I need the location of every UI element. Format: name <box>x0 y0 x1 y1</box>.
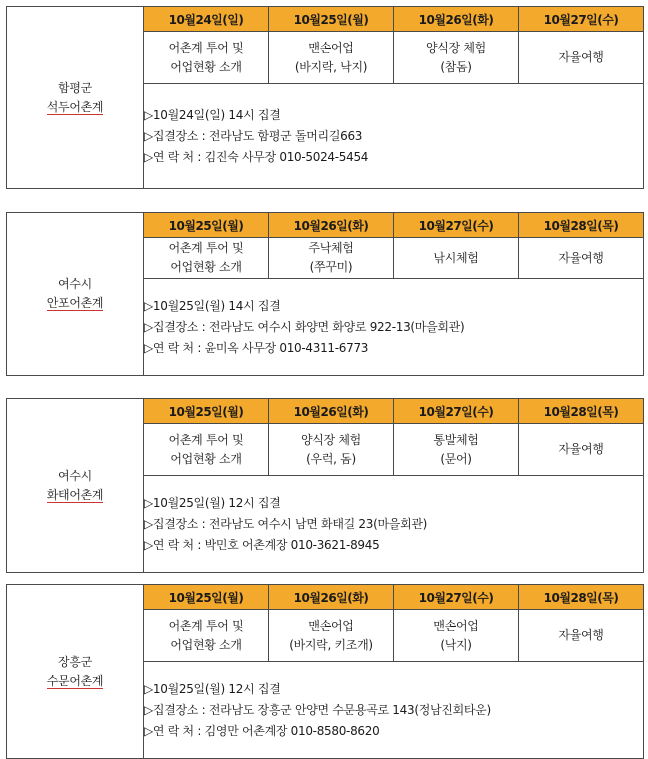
date-header: 10월26일(화) <box>394 7 519 32</box>
activity-cell <box>144 424 269 476</box>
date-header: 10월24일(일) <box>144 7 269 32</box>
village-name: 안포어촌계 <box>46 296 104 310</box>
activity-cell <box>144 238 269 279</box>
activity-line: 양식장 체험 <box>426 40 486 55</box>
meeting-time: ▷10월25일(월) 12시 집결 <box>144 681 281 696</box>
schedule-table <box>6 6 644 189</box>
activity-cell <box>269 32 394 84</box>
activity-cell <box>519 238 644 279</box>
date-header: 10월28일(목) <box>519 585 644 610</box>
activity-cell <box>394 610 519 662</box>
village-name-cell <box>7 213 144 376</box>
region-name: 여수시 <box>58 468 92 483</box>
activity-detail: (쭈꾸미) <box>309 260 353 274</box>
activity-line: 어촌계 투어 및 <box>168 241 244 255</box>
activity-cell <box>519 610 644 662</box>
village-name: 화태어촌계 <box>46 487 104 502</box>
region-name: 장흥군 <box>58 654 92 669</box>
village-schedule-table <box>6 6 643 189</box>
village-name: 수문어촌계 <box>46 673 104 688</box>
meeting-time: ▷10월24일(일) 14시 집결 <box>144 107 281 122</box>
date-header: 10월26일(화) <box>269 585 394 610</box>
activity-detail: (문어) <box>440 451 472 466</box>
activity-line: 통발체험 <box>433 432 479 447</box>
village-name: 석두어촌계 <box>46 99 104 114</box>
date-header: 10월26일(화) <box>269 399 394 424</box>
activity-line: 자율여행 <box>558 628 604 642</box>
activity-line: 자율여행 <box>558 250 604 265</box>
activity-line: 맨손어업 <box>308 618 354 633</box>
meeting-location: ▷집결장소 : 전라남도 여수시 화양면 화양로 922-13(마을회관) <box>144 319 465 334</box>
activity-cell <box>144 32 269 84</box>
activity-detail: (바지락, 낙지) <box>294 59 368 74</box>
activity-detail: 어업현황 소개 <box>170 451 242 466</box>
activity-detail: (낙지) <box>440 637 472 652</box>
activity-cell <box>519 424 644 476</box>
contact-info: ▷연 락 처 : 윤미옥 사무장 010-4311-6773 <box>144 340 369 355</box>
village-schedule-table <box>6 398 643 573</box>
activity-cell <box>269 238 394 279</box>
activity-cell <box>394 238 519 279</box>
activity-cell <box>394 424 519 476</box>
meeting-location: ▷집결장소 : 전라남도 여수시 남면 화태길 23(마을회관) <box>144 516 428 531</box>
activity-line: 맨손어업 <box>308 40 354 55</box>
activity-line: 주낙체험 <box>308 241 354 255</box>
date-header: 10월27일(수) <box>394 585 519 610</box>
meeting-info-cell <box>144 476 644 573</box>
date-header: 10월25일(월) <box>144 399 269 424</box>
activity-cell <box>269 424 394 476</box>
activity-detail: 어업현황 소개 <box>170 260 242 274</box>
meeting-info-cell <box>144 84 644 189</box>
activity-cell <box>144 610 269 662</box>
contact-info: ▷연 락 처 : 박민호 어촌계장 010-3621-8945 <box>144 537 380 552</box>
activity-detail: 어업현황 소개 <box>170 59 242 74</box>
meeting-time: ▷10월25일(월) 14시 집결 <box>144 298 281 313</box>
activity-line: 낚시체험 <box>433 250 479 265</box>
activity-line: 자율여행 <box>558 442 604 456</box>
activity-cell <box>394 32 519 84</box>
schedule-table <box>6 398 644 573</box>
date-header-row <box>7 213 644 238</box>
activity-line: 자율여행 <box>558 50 604 64</box>
date-header: 10월25일(월) <box>269 7 394 32</box>
region-name: 여수시 <box>58 277 92 291</box>
activity-cell <box>269 610 394 662</box>
date-header-row <box>7 399 644 424</box>
contact-info: ▷연 락 처 : 김진숙 사무장 010-5024-5454 <box>144 149 369 164</box>
village-name-cell <box>7 7 144 189</box>
activity-line: 양식장 체험 <box>301 432 361 447</box>
meeting-location: ▷집결장소 : 전라남도 함평군 돌머리길663 <box>144 128 363 143</box>
date-header: 10월26일(화) <box>269 213 394 238</box>
activity-line: 어촌계 투어 및 <box>168 40 244 55</box>
schedule-table <box>6 212 644 376</box>
village-schedule-table <box>6 212 643 376</box>
region-name: 함평군 <box>58 80 92 95</box>
date-header: 10월27일(수) <box>394 399 519 424</box>
date-header: 10월27일(수) <box>394 213 519 238</box>
schedule-table <box>6 584 644 759</box>
activity-line: 어촌계 투어 및 <box>168 618 244 633</box>
activity-line: 어촌계 투어 및 <box>168 432 244 447</box>
activity-line: 맨손어업 <box>433 618 479 633</box>
village-name-cell <box>7 585 144 759</box>
date-header-row <box>7 585 644 610</box>
date-header: 10월27일(수) <box>519 7 644 32</box>
date-header-row <box>7 7 644 32</box>
activity-cell <box>519 32 644 84</box>
meeting-info-cell <box>144 279 644 376</box>
village-schedule-table <box>6 584 643 759</box>
date-header: 10월28일(목) <box>519 399 644 424</box>
date-header: 10월28일(목) <box>519 213 644 238</box>
activity-detail: 어업현황 소개 <box>170 637 242 652</box>
meeting-location: ▷집결장소 : 전라남도 장흥군 안양면 수문용곡로 143(정남진회타운) <box>144 702 491 717</box>
date-header: 10월25일(월) <box>144 585 269 610</box>
activity-detail: (우럭, 돔) <box>306 451 356 466</box>
activity-detail: (참돔) <box>440 59 472 74</box>
meeting-info-cell <box>144 662 644 759</box>
date-header: 10월25일(월) <box>144 213 269 238</box>
activity-detail: (바지락, 키조개) <box>289 637 373 652</box>
contact-info: ▷연 락 처 : 김영만 어촌계장 010-8580-8620 <box>144 723 380 738</box>
village-name-cell <box>7 399 144 573</box>
meeting-time: ▷10월25일(월) 12시 집결 <box>144 495 281 510</box>
